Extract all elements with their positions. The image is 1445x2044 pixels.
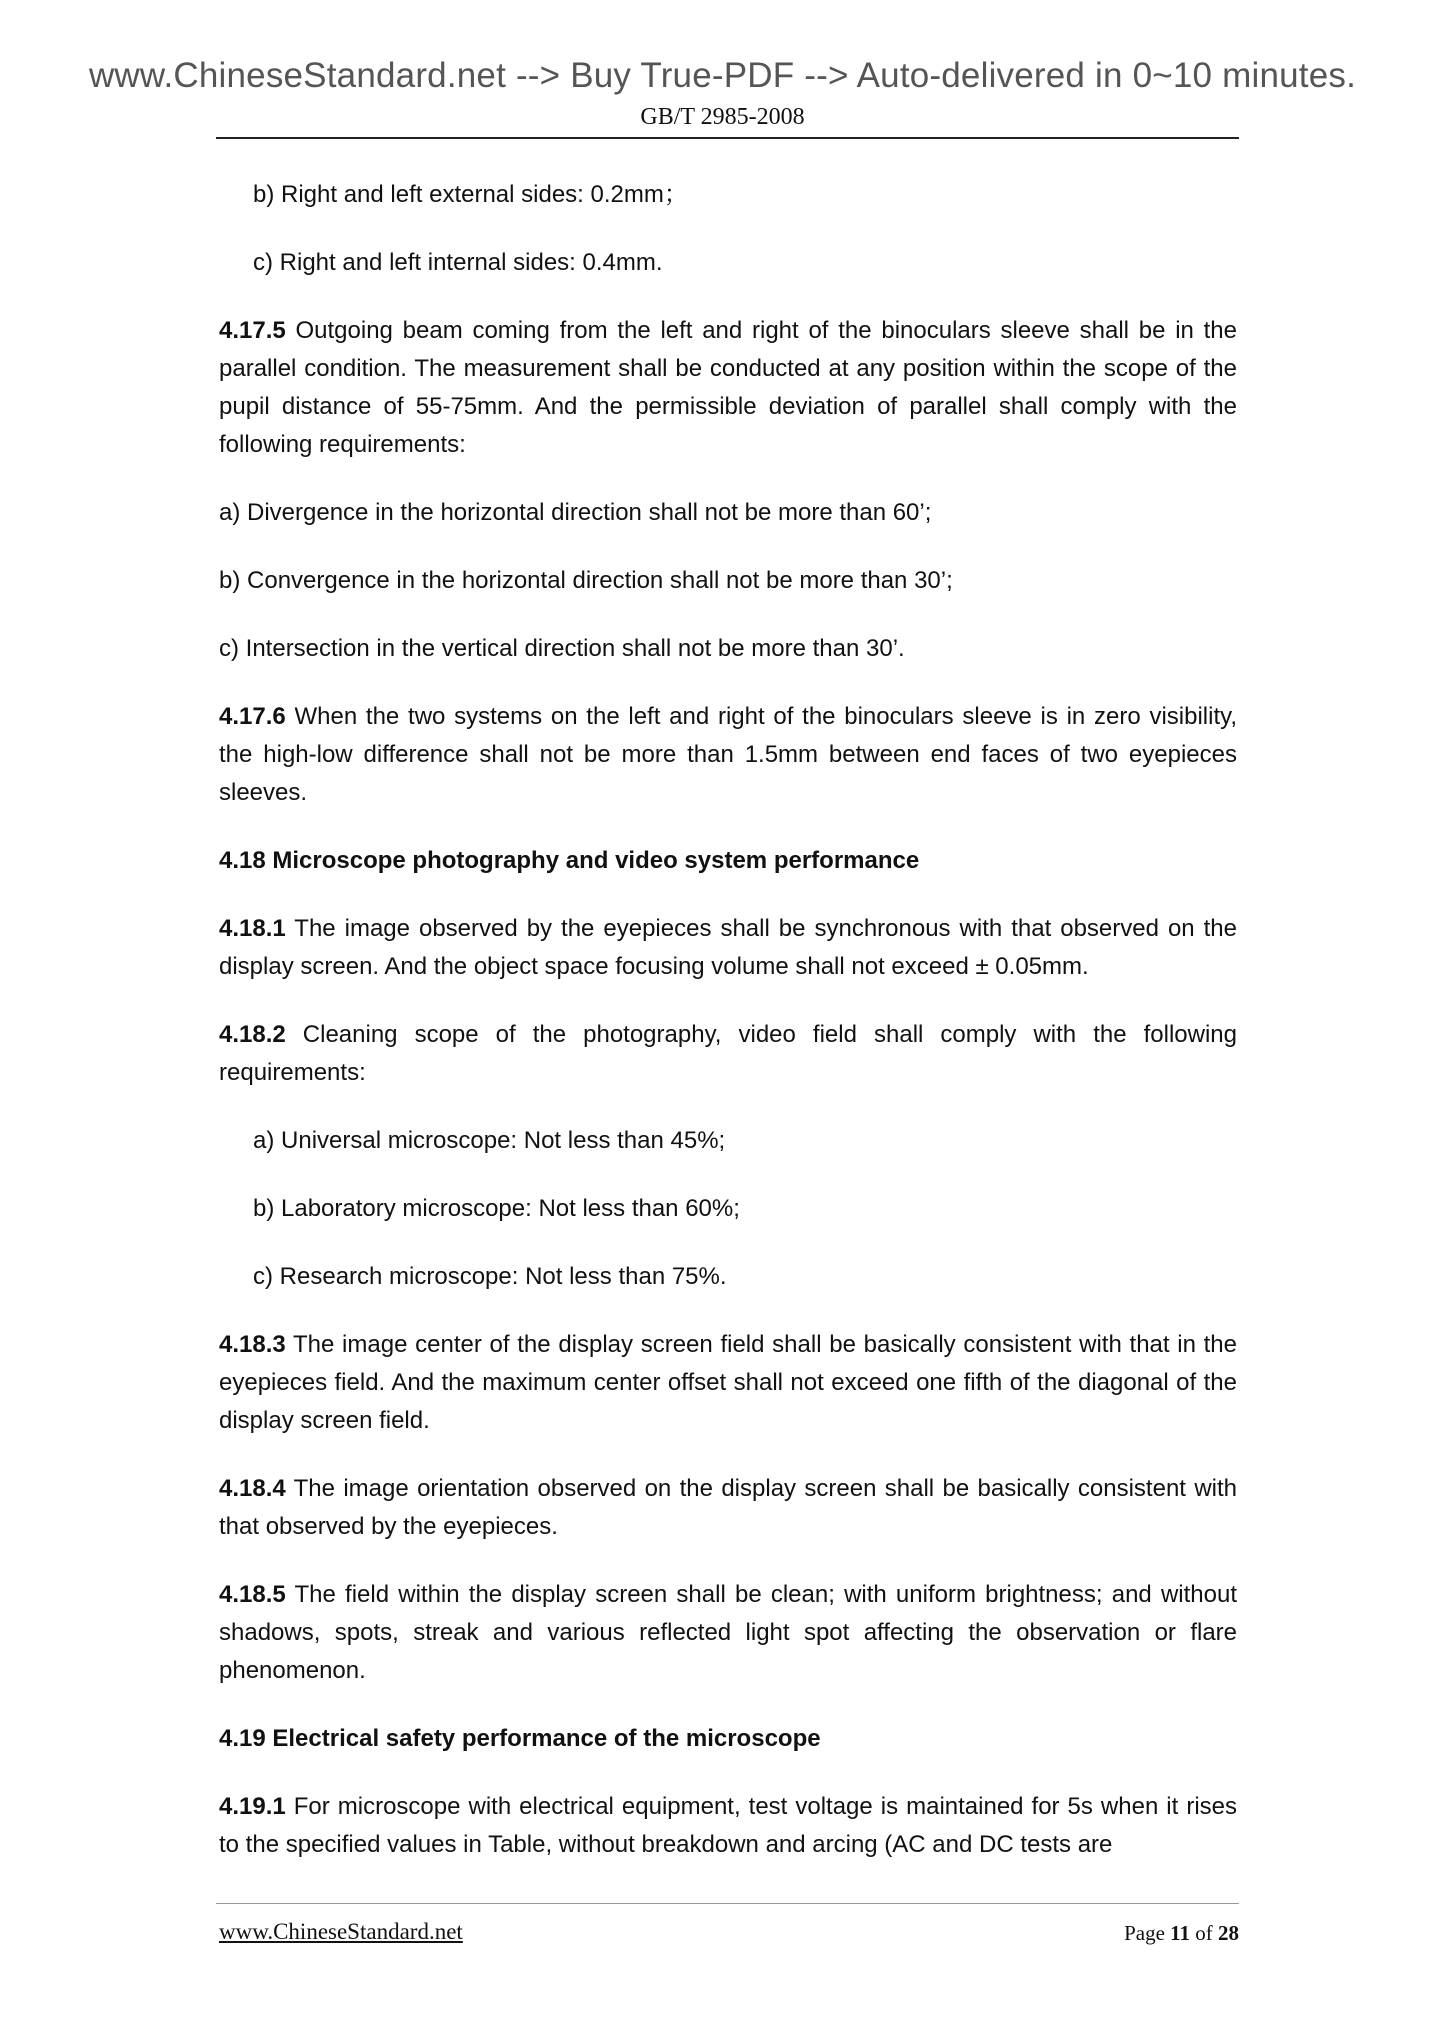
list-item-c-internal-sides: c) Right and left internal sides: 0.4mm. xyxy=(253,249,663,276)
footer-rule xyxy=(216,1903,1239,1904)
footer-website-link[interactable]: www.ChineseStandard.net xyxy=(219,1919,463,1944)
list-item-b-laboratory: b) Laboratory microscope: Not less than 60%; xyxy=(253,1195,740,1222)
clause-number: 4.17.5 xyxy=(219,317,286,344)
clause-4-18-5 xyxy=(219,1576,1237,1690)
list-item-b-convergence: b) Convergence in the horizontal direction shall not be more than 30’; xyxy=(219,567,953,594)
clause-text: Outgoing beam coming from the left and right of the binoculars sleeve shall be in the parallel condition. The measurement shall be conducted at any position within the scope of the pupil distance of 55-75mm. And the permissible deviation of parallel shall comply with the following requirements: xyxy=(219,317,1237,458)
clause-number: 4.19.1 xyxy=(219,1793,286,1820)
section-heading-4-19: 4.19 Electrical safety performance of the microscope xyxy=(219,1725,821,1752)
clause-number: 4.18.3 xyxy=(219,1331,286,1358)
clause-text: When the two systems on the left and right of the binoculars sleeve is in zero visibility, the high-low difference shall not be more than 1.5mm between end faces of two eyepieces sleeves. xyxy=(219,703,1237,806)
clause-text: Cleaning scope of the photography, video field shall comply with the following requirements: xyxy=(219,1021,1237,1086)
clause-4-18-2 xyxy=(219,1016,1237,1092)
list-item-c-intersection: c) Intersection in the vertical direction shall not be more than 30’. xyxy=(219,635,905,662)
clause-text: The image center of the display screen field shall be basically consistent with that in the eyepieces field. And the maximum center offset shall not exceed one fifth of the diagonal of the display screen field. xyxy=(219,1331,1237,1434)
clause-text: The image orientation observed on the display screen shall be basically consistent with that observed by the eyepieces. xyxy=(219,1475,1237,1540)
list-item-a-divergence: a) Divergence in the horizontal direction shall not be more than 60’; xyxy=(219,499,932,526)
list-item-b-external-sides: b) Right and left external sides: 0.2mm； xyxy=(253,181,688,208)
of-word: of xyxy=(1195,1921,1213,1945)
header-rule xyxy=(216,137,1239,139)
clause-number: 4.17.6 xyxy=(219,703,286,730)
clause-4-18-3 xyxy=(219,1326,1237,1440)
page-total: 28 xyxy=(1218,1921,1239,1945)
clause-4-17-5 xyxy=(219,312,1237,464)
clause-text: The image observed by the eyepieces shall be synchronous with that observed on the display screen. And the object space focusing volume shall not exceed ± 0.05mm. xyxy=(219,915,1237,980)
clause-number: 4.18.1 xyxy=(219,915,286,942)
clause-number: 4.18.4 xyxy=(219,1475,286,1502)
clause-text: For microscope with electrical equipment, test voltage is maintained for 5s when it rises to the specified values in Table, without breakdown and arcing (AC and DC tests are xyxy=(219,1793,1237,1858)
clause-4-18-4 xyxy=(219,1470,1237,1546)
clause-4-18-1 xyxy=(219,910,1237,986)
header-banner[interactable]: www.ChineseStandard.net --> Buy True-PDF --> Auto-delivered in 0~10 minutes. xyxy=(88,56,1357,95)
list-item-a-universal: a) Universal microscope: Not less than 45%; xyxy=(253,1127,726,1154)
standard-code: GB/T 2985-2008 xyxy=(640,104,805,130)
clause-4-17-6 xyxy=(219,698,1237,812)
section-heading-4-18: 4.18 Microscope photography and video system performance xyxy=(219,847,920,874)
clause-text: The field within the display screen shall be clean; with uniform brightness; and without shadows, spots, streak and various reflected light spot affecting the observation or flare phenomenon. xyxy=(219,1581,1237,1684)
page-number: 11 xyxy=(1170,1921,1190,1945)
clause-4-19-1 xyxy=(219,1788,1237,1864)
clause-number: 4.18.5 xyxy=(219,1581,286,1608)
page-indicator xyxy=(1124,1921,1239,1946)
list-item-c-research: c) Research microscope: Not less than 75%. xyxy=(253,1263,727,1290)
clause-number: 4.18.2 xyxy=(219,1021,286,1048)
page-word: Page xyxy=(1124,1921,1165,1945)
document-body xyxy=(219,176,1237,1864)
